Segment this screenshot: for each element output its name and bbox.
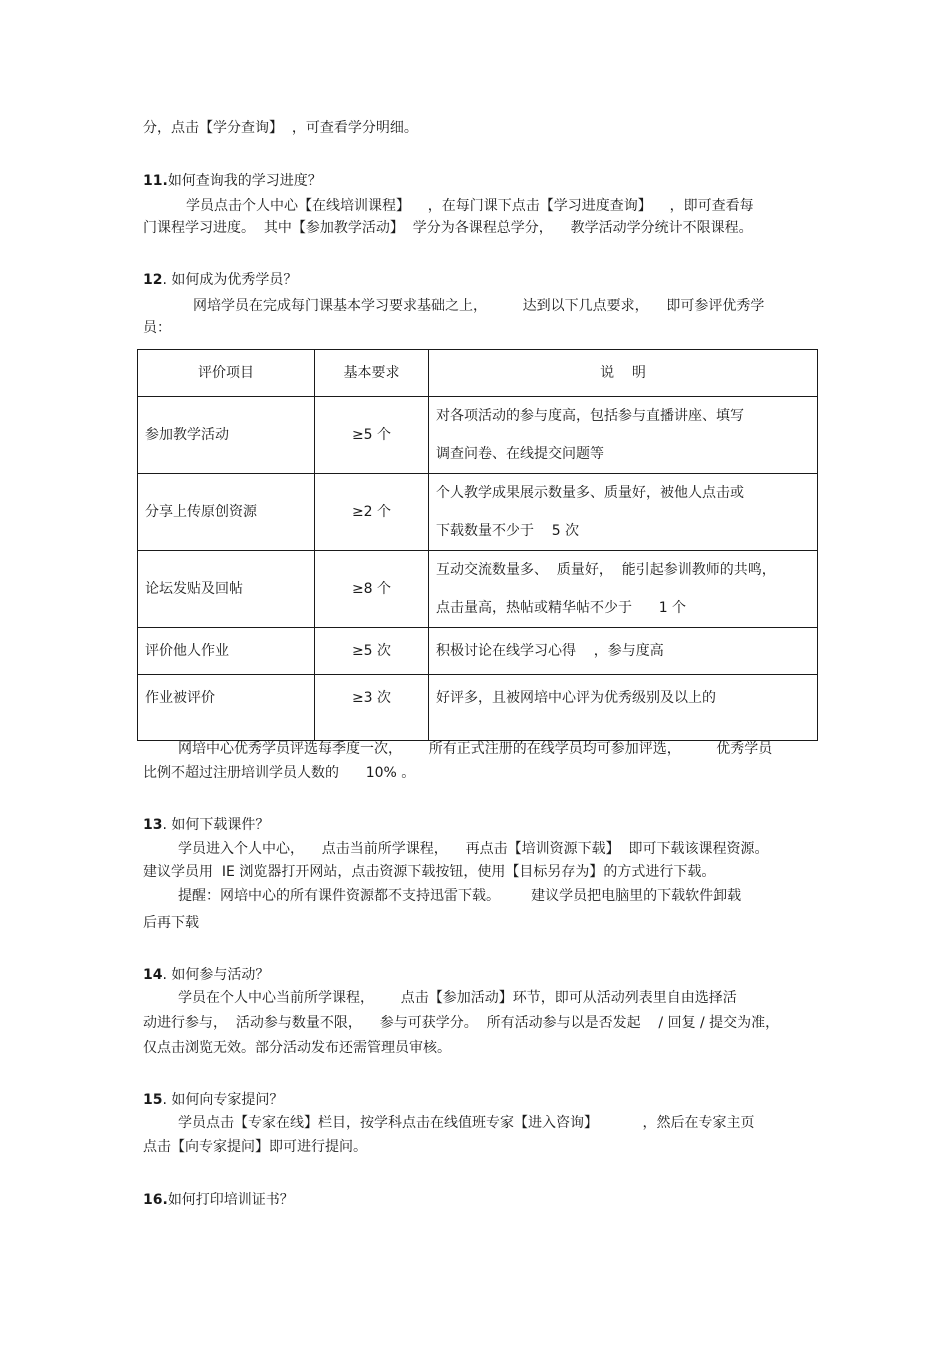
table-header: 说 明	[429, 350, 818, 397]
question-15: 15. 如何向专家提问？	[143, 1092, 284, 1108]
table-cell: ≥3 次	[315, 675, 429, 741]
table-row	[138, 397, 818, 474]
question-12: 12. 如何成为优秀学员？	[143, 272, 298, 288]
table-header: 基本要求	[315, 350, 429, 397]
paragraph-line: 动进行参与， 活动参与数量不限， 参与可获学分。 所有活动参与以是否发起 / 回复 / 提交为准，	[143, 1015, 780, 1031]
paragraph-line: 提醒：网培中心的所有课件资源都不支持迅雷下载。 建议学员把电脑里的下载软件卸载	[178, 888, 742, 904]
table-cell: 评价他人作业	[138, 628, 315, 675]
paragraph-line: 仅点击浏览无效。部分活动发布还需管理员审核。	[143, 1040, 451, 1056]
paragraph-line: 网培中心优秀学员评选每季度一次， 所有正式注册的在线学员均可参加评选， 优秀学员	[178, 741, 773, 757]
table-cell: ≥8 个	[315, 551, 429, 628]
evaluation-table	[137, 349, 818, 741]
table-cell: 对各项活动的参与度高，包括参与直播讲座、填写 调查问卷、在线提交问题等	[429, 397, 818, 474]
paragraph-line: 门课程学习进度。 其中【参加教学活动】 学分为各课程总学分， 教学活动学分统计不限课程。	[143, 220, 753, 236]
question-13: 13. 如何下载课件？	[143, 817, 270, 833]
paragraph-line: 学员在个人中心当前所学课程， 点击【参加活动】环节，即可从活动列表里自由选择活	[178, 990, 737, 1006]
table-row	[138, 675, 818, 741]
paragraph-line: 比例不超过注册培训学员人数的 10% 。	[143, 765, 416, 781]
table-row	[138, 474, 818, 551]
question-14: 14. 如何参与活动？	[143, 967, 270, 983]
paragraph-line: 学员进入个人中心， 点击当前所学课程， 再点击【培训资源下载】 即可下载该课程资源。	[178, 841, 769, 857]
paragraph-line: 分，点击【学分查询】 ，可查看学分明细。	[143, 120, 418, 136]
table-cell: 好评多，且被网培中心评为优秀级别及以上的	[429, 675, 818, 741]
table-cell: 作业被评价	[138, 675, 315, 741]
table-cell: 参加教学活动	[138, 397, 315, 474]
question-16: 16.如何打印培训证书？	[143, 1192, 294, 1208]
paragraph-line: 学员点击【专家在线】栏目，按学科点击在线值班专家【进入咨询】 ，然后在专家主页	[178, 1115, 755, 1131]
paragraph-line: 后再下载	[143, 915, 199, 931]
table-cell: 论坛发贴及回帖	[138, 551, 315, 628]
table-header: 评价项目	[138, 350, 315, 397]
paragraph-line: 学员点击个人中心【在线培训课程】 ，在每门课下点击【学习进度查询】 ，即可查看每	[186, 198, 754, 214]
table-cell: 积极讨论在线学习心得 ，参与度高	[429, 628, 818, 675]
paragraph-line: 网培学员在完成每门课基本学习要求基础之上， 达到以下几点要求， 即可参评优秀学	[193, 298, 765, 314]
paragraph-line: 点击【向专家提问】即可进行提问。	[143, 1139, 367, 1155]
table-cell: ≥2 个	[315, 474, 429, 551]
table-cell: ≥5 个	[315, 397, 429, 474]
paragraph-line: 员：	[143, 320, 171, 336]
table-cell: 个人教学成果展示数量多、质量好，被他人点击或 下载数量不少于 5 次	[429, 474, 818, 551]
question-11: 11.如何查询我的学习进度？	[143, 173, 322, 189]
table-row	[138, 551, 818, 628]
table-cell: 分享上传原创资源	[138, 474, 315, 551]
table-cell: ≥5 次	[315, 628, 429, 675]
table-cell: 互动交流数量多、 质量好， 能引起参训教师的共鸣， 点击量高，热帖或精华帖不少于 1 个	[429, 551, 818, 628]
paragraph-line: 建议学员用 IE 浏览器打开网站，点击资源下载按钮，使用【目标另存为】的方式进行下载。	[143, 864, 716, 880]
table-row	[138, 628, 818, 675]
